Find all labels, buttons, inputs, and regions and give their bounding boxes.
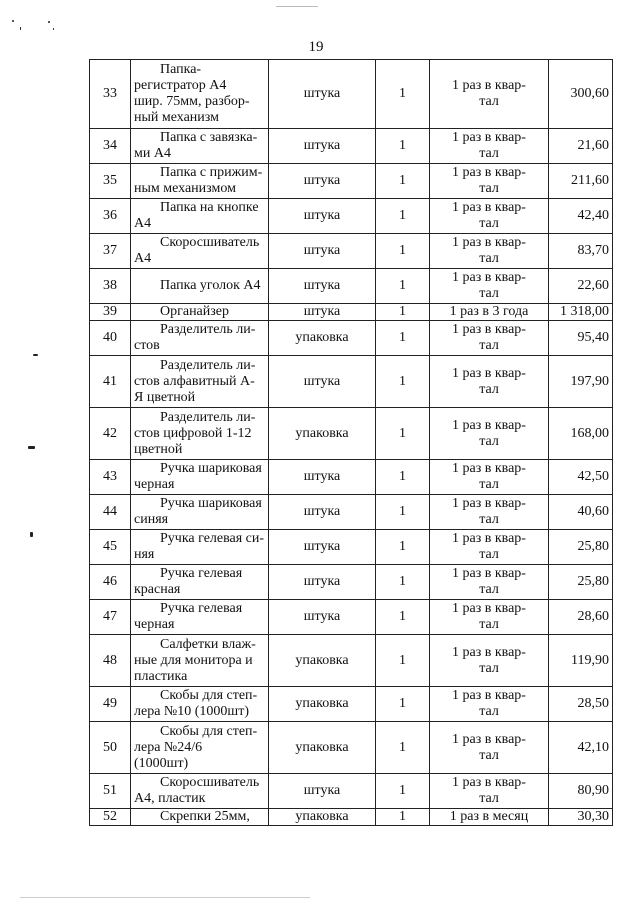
item-quantity: 1 [376, 600, 430, 635]
item-unit: штука [269, 460, 376, 495]
table-row [90, 565, 613, 600]
item-number: 36 [90, 199, 131, 234]
item-number: 45 [90, 530, 131, 565]
item-number: 52 [90, 809, 131, 826]
item-price: 211,60 [549, 164, 613, 199]
item-frequency: 1 раз в 3 года [430, 304, 549, 321]
item-price: 42,40 [549, 199, 613, 234]
item-quantity: 1 [376, 530, 430, 565]
item-quantity: 1 [376, 408, 430, 460]
table-row [90, 774, 613, 809]
item-price: 40,60 [549, 495, 613, 530]
table-row [90, 60, 613, 129]
item-price: 197,90 [549, 356, 613, 408]
item-name: Папка уголок А4 [131, 269, 269, 304]
item-frequency: 1 раз в квар- тал [430, 687, 549, 722]
item-frequency: 1 раз в квар- тал [430, 321, 549, 356]
item-name: Папка- регистратор А4 шир. 75мм, разбор- ный механизм [131, 60, 269, 129]
item-quantity: 1 [376, 356, 430, 408]
table-row [90, 530, 613, 565]
item-quantity: 1 [376, 129, 430, 164]
item-number: 48 [90, 635, 131, 687]
item-name: Скоросшиватель А4, пластик [131, 774, 269, 809]
item-number: 34 [90, 129, 131, 164]
item-name: Разделитель ли- стов [131, 321, 269, 356]
item-price: 21,60 [549, 129, 613, 164]
item-quantity: 1 [376, 687, 430, 722]
table-row [90, 234, 613, 269]
table-row [90, 495, 613, 530]
item-price: 119,90 [549, 635, 613, 687]
table-row [90, 600, 613, 635]
item-number: 35 [90, 164, 131, 199]
item-frequency: 1 раз в квар- тал [430, 60, 549, 129]
item-price: 25,80 [549, 530, 613, 565]
item-price: 30,30 [549, 809, 613, 826]
item-price: 80,90 [549, 774, 613, 809]
item-unit: штука [269, 199, 376, 234]
item-frequency: 1 раз в квар- тал [430, 164, 549, 199]
item-number: 43 [90, 460, 131, 495]
item-number: 33 [90, 60, 131, 129]
item-name: Ручка шариковая черная [131, 460, 269, 495]
table-row [90, 304, 613, 321]
item-unit: упаковка [269, 722, 376, 774]
item-quantity: 1 [376, 304, 430, 321]
item-name: Ручка гелевая красная [131, 565, 269, 600]
item-unit: штука [269, 129, 376, 164]
item-quantity: 1 [376, 565, 430, 600]
item-name: Разделитель ли- стов цифровой 1-12 цветной [131, 408, 269, 460]
item-frequency: 1 раз в квар- тал [430, 635, 549, 687]
page-number: 19 [308, 39, 324, 55]
item-number: 46 [90, 565, 131, 600]
item-frequency: 1 раз в квар- тал [430, 199, 549, 234]
scan-artifact-line [20, 897, 310, 898]
item-unit: штука [269, 530, 376, 565]
item-frequency: 1 раз в квар- тал [430, 600, 549, 635]
item-frequency: 1 раз в квар- тал [430, 269, 549, 304]
item-unit: упаковка [269, 408, 376, 460]
item-price: 83,70 [549, 234, 613, 269]
item-price: 95,40 [549, 321, 613, 356]
item-name: Папка на кнопке А4 [131, 199, 269, 234]
scan-speck [12, 20, 14, 22]
table-row [90, 269, 613, 304]
item-price: 1 318,00 [549, 304, 613, 321]
item-price: 22,60 [549, 269, 613, 304]
item-name: Скоросшиватель А4 [131, 234, 269, 269]
item-name: Скобы для степ- лера №10 (1000шт) [131, 687, 269, 722]
item-quantity: 1 [376, 199, 430, 234]
item-frequency: 1 раз в квар- тал [430, 722, 549, 774]
hole-punch-mark [33, 354, 38, 356]
table-row [90, 460, 613, 495]
item-unit: штука [269, 774, 376, 809]
item-quantity: 1 [376, 774, 430, 809]
table-row [90, 199, 613, 234]
item-quantity: 1 [376, 495, 430, 530]
item-price: 25,80 [549, 565, 613, 600]
item-number: 37 [90, 234, 131, 269]
table-row [90, 635, 613, 687]
item-unit: штука [269, 600, 376, 635]
item-price: 28,60 [549, 600, 613, 635]
item-name: Папка с завязка- ми А4 [131, 129, 269, 164]
item-name: Скобы для степ- лера №24/6 (1000шт) [131, 722, 269, 774]
table-row [90, 356, 613, 408]
item-number: 42 [90, 408, 131, 460]
item-name: Органайзер [131, 304, 269, 321]
item-unit: штука [269, 60, 376, 129]
item-price: 28,50 [549, 687, 613, 722]
item-name: Салфетки влаж- ные для монитора и пластика [131, 635, 269, 687]
item-unit: штука [269, 356, 376, 408]
item-quantity: 1 [376, 269, 430, 304]
item-frequency: 1 раз в квар- тал [430, 495, 549, 530]
item-name: Скрепки 25мм, [131, 809, 269, 826]
table-row [90, 321, 613, 356]
item-unit: упаковка [269, 635, 376, 687]
item-number: 40 [90, 321, 131, 356]
items-table [89, 59, 613, 826]
item-frequency: 1 раз в квар- тал [430, 408, 549, 460]
item-unit: штука [269, 495, 376, 530]
item-name: Разделитель ли- стов алфавитный А- Я цветной [131, 356, 269, 408]
item-price: 300,60 [549, 60, 613, 129]
item-quantity: 1 [376, 460, 430, 495]
item-price: 168,00 [549, 408, 613, 460]
item-frequency: 1 раз в квар- тал [430, 460, 549, 495]
item-number: 49 [90, 687, 131, 722]
item-name: Папка с прижим- ным механизмом [131, 164, 269, 199]
table-row [90, 129, 613, 164]
item-unit: штука [269, 565, 376, 600]
item-number: 44 [90, 495, 131, 530]
item-number: 51 [90, 774, 131, 809]
item-frequency: 1 раз в квар- тал [430, 565, 549, 600]
item-unit: упаковка [269, 687, 376, 722]
item-number: 41 [90, 356, 131, 408]
item-number: 47 [90, 600, 131, 635]
item-quantity: 1 [376, 234, 430, 269]
scan-speck [20, 27, 21, 30]
item-frequency: 1 раз в квар- тал [430, 234, 549, 269]
item-name: Ручка шариковая синяя [131, 495, 269, 530]
item-price: 42,10 [549, 722, 613, 774]
item-unit: штука [269, 304, 376, 321]
item-frequency: 1 раз в квар- тал [430, 774, 549, 809]
item-number: 39 [90, 304, 131, 321]
table-row [90, 809, 613, 826]
item-name: Ручка гелевая си- няя [131, 530, 269, 565]
item-unit: штука [269, 234, 376, 269]
hole-punch-mark [30, 532, 33, 537]
item-unit: штука [269, 164, 376, 199]
table-row [90, 687, 613, 722]
item-unit: упаковка [269, 809, 376, 826]
scan-artifact-line [276, 6, 318, 7]
item-frequency: 1 раз в квар- тал [430, 356, 549, 408]
item-quantity: 1 [376, 722, 430, 774]
item-frequency: 1 раз в квар- тал [430, 129, 549, 164]
scan-speck [48, 21, 50, 23]
item-frequency: 1 раз в квар- тал [430, 530, 549, 565]
table-row [90, 164, 613, 199]
table-row [90, 722, 613, 774]
scan-speck [53, 28, 54, 30]
table-row [90, 408, 613, 460]
item-unit: штука [269, 269, 376, 304]
item-quantity: 1 [376, 164, 430, 199]
item-number: 38 [90, 269, 131, 304]
item-frequency: 1 раз в месяц [430, 809, 549, 826]
item-price: 42,50 [549, 460, 613, 495]
item-quantity: 1 [376, 60, 430, 129]
hole-punch-mark [28, 446, 35, 449]
item-quantity: 1 [376, 809, 430, 826]
item-name: Ручка гелевая черная [131, 600, 269, 635]
item-unit: упаковка [269, 321, 376, 356]
item-number: 50 [90, 722, 131, 774]
item-quantity: 1 [376, 321, 430, 356]
item-quantity: 1 [376, 635, 430, 687]
